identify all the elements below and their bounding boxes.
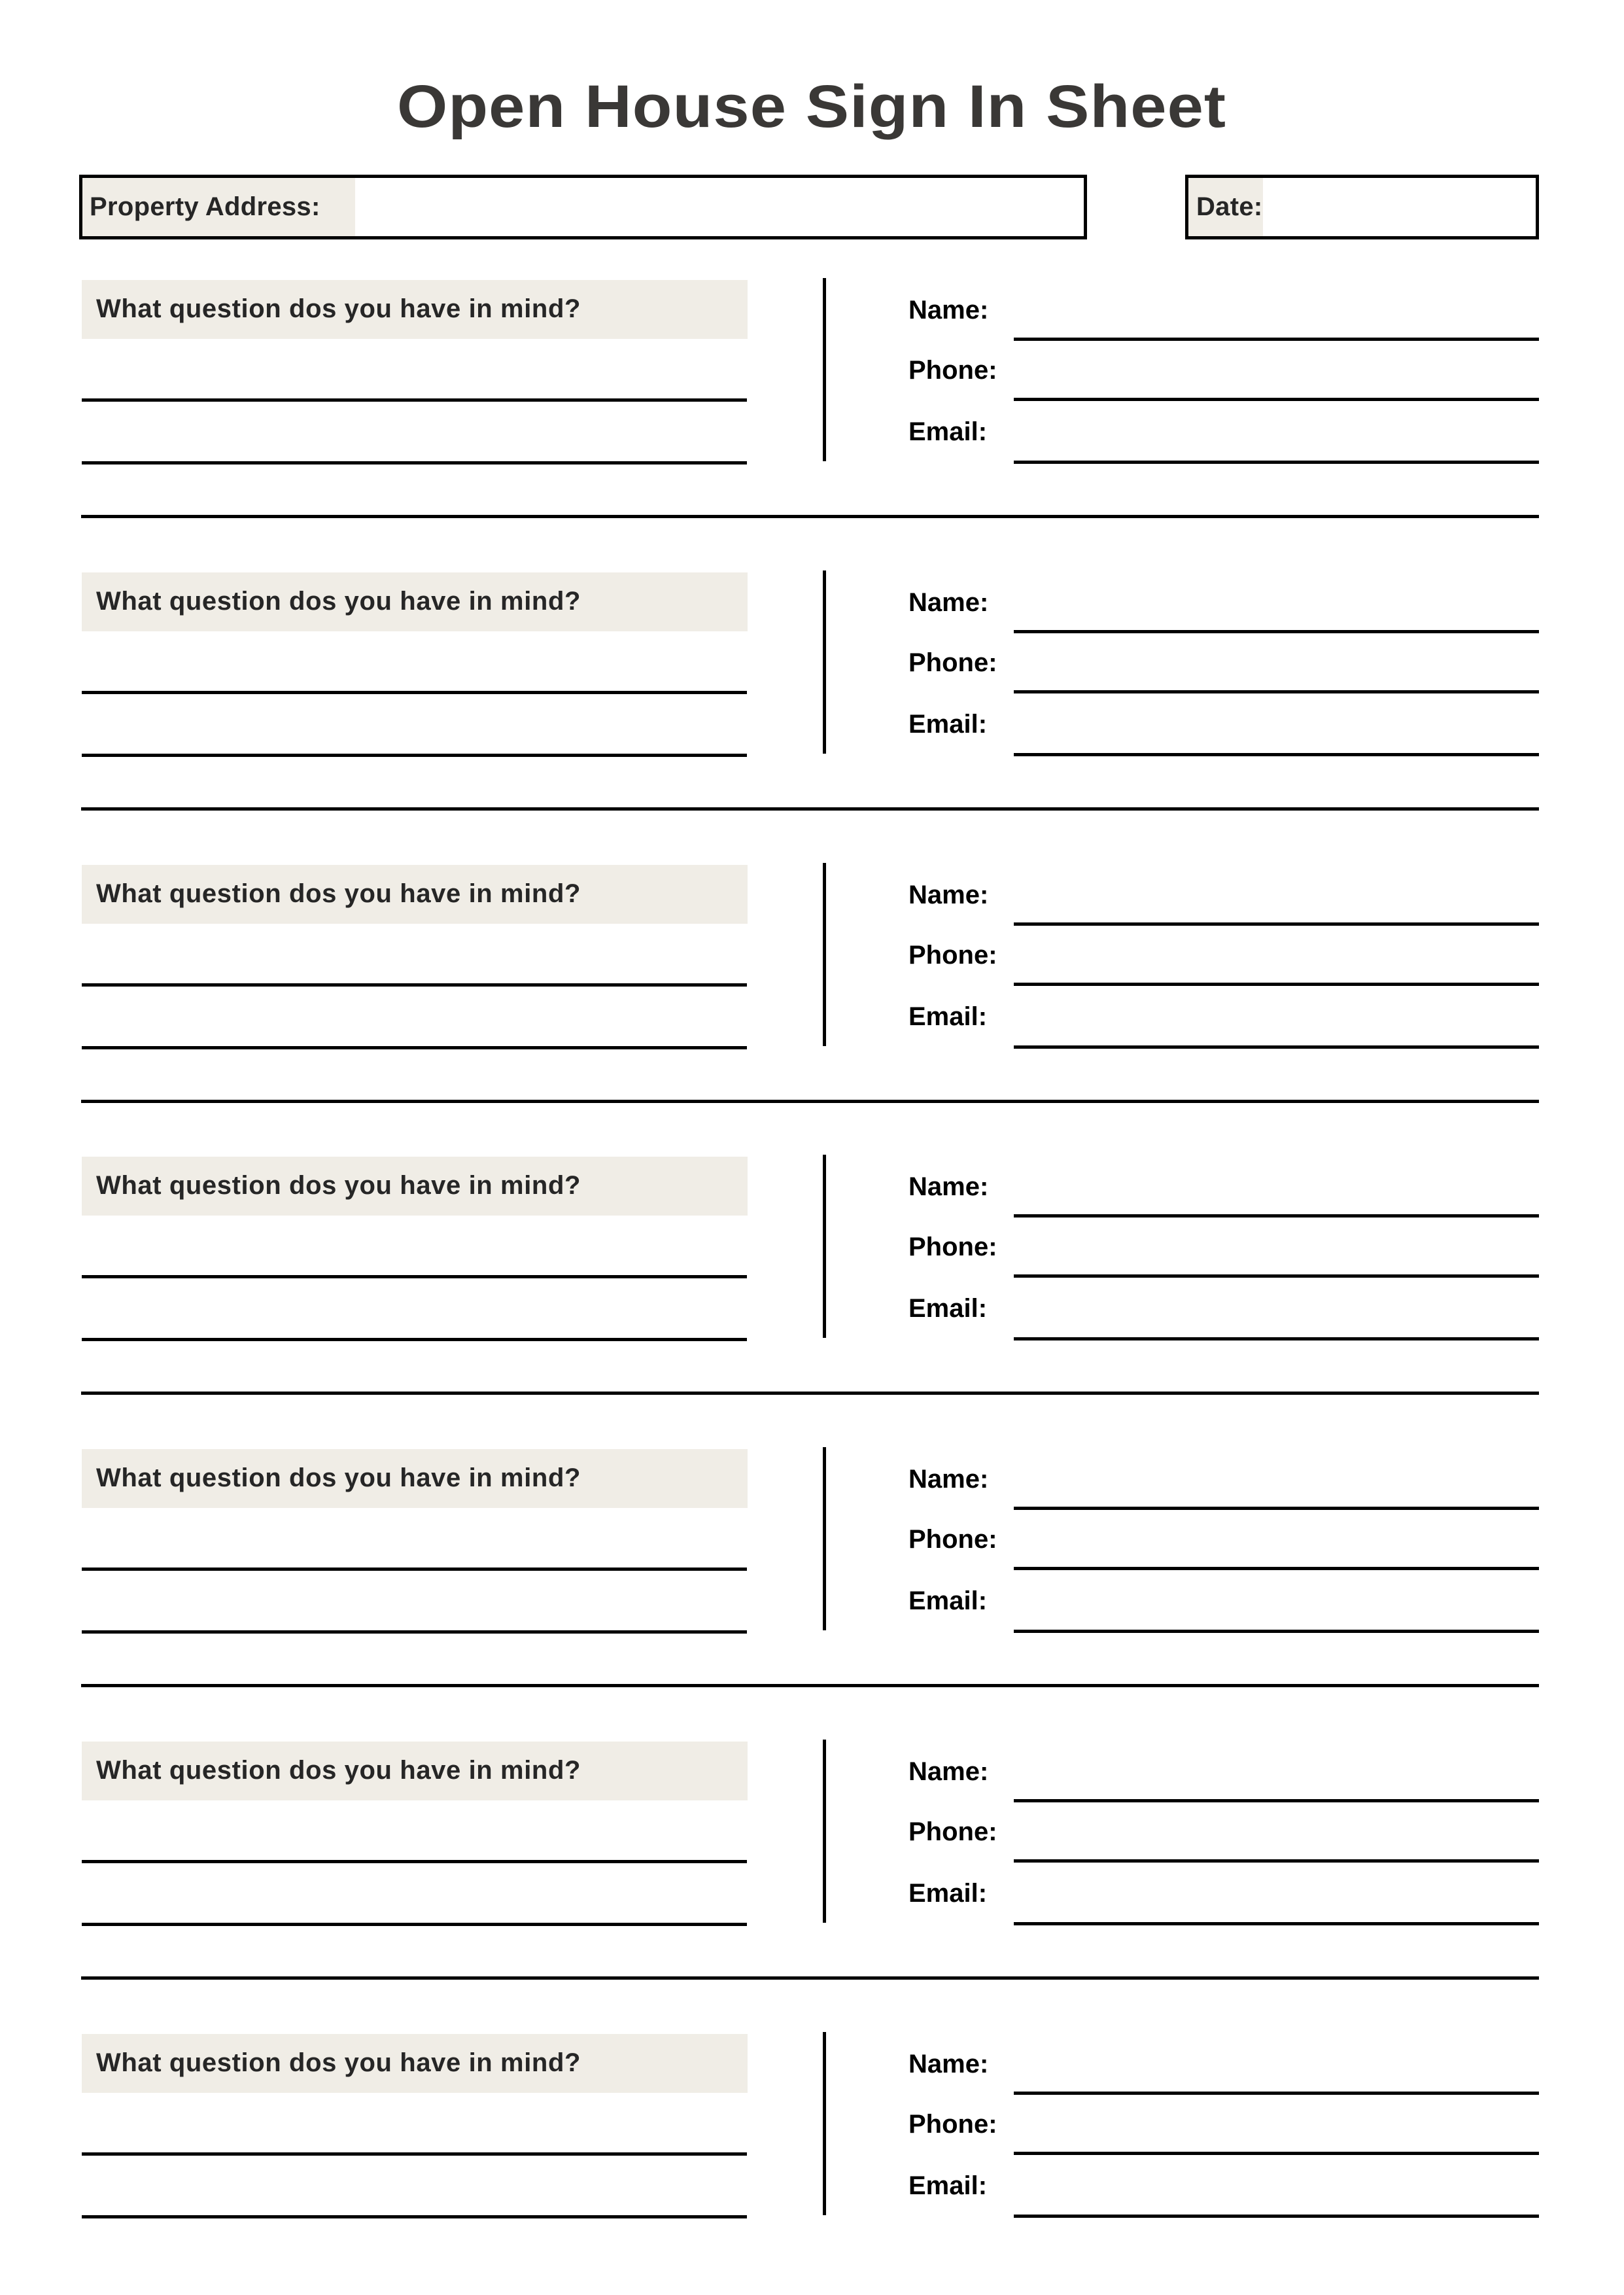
question-answer-line-1 [82,1275,747,1278]
email-underline [1014,461,1539,464]
email-underline [1014,1630,1539,1633]
email-label: Email: [908,1294,988,1323]
column-divider [823,1740,826,1923]
question-label-box [82,1157,748,1216]
question-answer-line-2 [82,1923,747,1926]
name-underline [1014,630,1539,633]
phone-underline [1014,983,1539,986]
column-divider [823,570,826,754]
page-title [0,71,1624,143]
name-label: Name: [908,1757,989,1786]
name-underline [1014,1799,1539,1802]
email-underline [1014,1922,1539,1925]
question-answer-line-1 [82,398,747,402]
property-address-box [79,175,1087,239]
question-answer-line-2-input[interactable] [82,1876,747,1922]
question-answer-line-1 [82,983,747,987]
name-label: Name: [908,2050,989,2078]
name-input[interactable] [1014,1467,1539,1507]
question-label: What question dos you have in mind? [96,587,581,616]
entry-separator [81,1100,1539,1103]
question-answer-line-1 [82,691,747,694]
phone-label: Phone: [908,1817,997,1846]
question-answer-line-2-input[interactable] [82,707,747,753]
date-box [1185,175,1539,239]
page-title-text: Open House Sign In Sheet [397,73,1227,140]
question-label-box [82,865,748,924]
entry-separator [81,807,1539,811]
phone-label: Phone: [908,2110,997,2139]
question-answer-line-2-input[interactable] [82,1291,747,1337]
email-input[interactable] [1014,1882,1539,1921]
column-divider [823,1155,826,1338]
question-answer-line-2 [82,1630,747,1634]
question-answer-line-1-input[interactable] [82,2106,747,2152]
phone-underline [1014,690,1539,693]
email-underline [1014,2215,1539,2218]
question-answer-line-1 [82,1860,747,1863]
email-underline [1014,1337,1539,1340]
sign-in-entry [0,280,1624,517]
property-address-input[interactable] [355,178,1084,236]
question-answer-line-2-input[interactable] [82,415,747,461]
question-label: What question dos you have in mind? [96,879,581,908]
phone-underline [1014,1567,1539,1570]
phone-label: Phone: [908,1233,997,1261]
question-answer-line-1-input[interactable] [82,1229,747,1274]
date-label-background [1188,178,1263,236]
question-answer-line-2 [82,754,747,757]
email-label: Email: [908,1002,988,1031]
phone-input[interactable] [1014,2112,1539,2152]
question-answer-line-2 [82,2215,747,2218]
name-input[interactable] [1014,883,1539,922]
question-answer-line-2-input[interactable] [82,1584,747,1630]
phone-underline [1014,398,1539,401]
email-label: Email: [908,1586,988,1615]
name-underline [1014,2092,1539,2095]
question-label: What question dos you have in mind? [96,294,581,323]
name-label: Name: [908,588,989,617]
phone-underline [1014,1859,1539,1863]
date-input[interactable] [1263,178,1621,236]
question-label-box [82,1449,748,1508]
question-label-box [82,1742,748,1800]
question-answer-line-2-input[interactable] [82,1000,747,1045]
phone-input[interactable] [1014,651,1539,690]
entry-separator [81,515,1539,518]
column-divider [823,1447,826,1630]
name-label: Name: [908,881,989,909]
sign-in-entry [0,1449,1624,1686]
email-label: Email: [908,1879,988,1908]
phone-input[interactable] [1014,359,1539,398]
question-answer-line-1-input[interactable] [82,937,747,983]
question-label-box [82,2034,748,2093]
property-address-label-background [82,178,355,236]
date-label: Date: [1196,192,1263,221]
question-answer-line-2-input[interactable] [82,2169,747,2215]
email-input[interactable] [1014,420,1539,459]
question-answer-line-2 [82,461,747,464]
phone-label: Phone: [908,1525,997,1554]
question-answer-line-2 [82,1046,747,1049]
column-divider [823,278,826,461]
question-answer-line-1-input[interactable] [82,1813,747,1859]
email-underline [1014,753,1539,756]
name-input[interactable] [1014,1760,1539,1799]
phone-label: Phone: [908,941,997,970]
entry-separator [81,1392,1539,1395]
name-label: Name: [908,1465,989,1494]
phone-label: Phone: [908,648,997,677]
question-label: What question dos you have in mind? [96,1756,581,1785]
name-underline [1014,338,1539,341]
phone-label: Phone: [908,356,997,385]
question-label-box [82,572,748,631]
name-input[interactable] [1014,298,1539,338]
email-label: Email: [908,417,988,446]
question-answer-line-1 [82,1568,747,1571]
column-divider [823,863,826,1046]
name-underline [1014,1214,1539,1218]
question-label: What question dos you have in mind? [96,2048,581,2077]
email-input[interactable] [1014,1005,1539,1044]
name-underline [1014,1507,1539,1510]
name-underline [1014,922,1539,926]
question-answer-line-1-input[interactable] [82,644,747,690]
question-label: What question dos you have in mind? [96,1463,581,1492]
phone-input[interactable] [1014,1820,1539,1859]
property-address-label: Property Address: [90,192,320,221]
phone-underline [1014,2152,1539,2155]
email-input[interactable] [1014,2174,1539,2213]
question-answer-line-1-input[interactable] [82,1521,747,1567]
phone-input[interactable] [1014,1528,1539,1567]
sign-in-entry [0,2034,1624,2271]
column-divider [823,2032,826,2215]
name-input[interactable] [1014,1175,1539,1214]
name-label: Name: [908,296,989,324]
question-label: What question dos you have in mind? [96,1171,581,1200]
phone-underline [1014,1274,1539,1278]
sign-in-entry [0,572,1624,809]
question-label-box [82,280,748,339]
email-label: Email: [908,710,988,739]
email-input[interactable] [1014,1589,1539,1628]
name-input[interactable] [1014,2052,1539,2092]
name-input[interactable] [1014,591,1539,630]
email-underline [1014,1045,1539,1049]
email-input[interactable] [1014,1297,1539,1336]
email-label: Email: [908,2171,988,2200]
name-label: Name: [908,1172,989,1201]
entry-separator [81,1684,1539,1687]
sign-in-entry [0,1742,1624,1978]
phone-input[interactable] [1014,943,1539,983]
question-answer-line-2 [82,1338,747,1341]
sign-in-entry [0,1157,1624,1393]
sign-in-entry [0,865,1624,1102]
phone-input[interactable] [1014,1235,1539,1274]
entry-separator [81,1976,1539,1980]
question-answer-line-1-input[interactable] [82,352,747,398]
email-input[interactable] [1014,712,1539,752]
question-answer-line-1 [82,2152,747,2156]
